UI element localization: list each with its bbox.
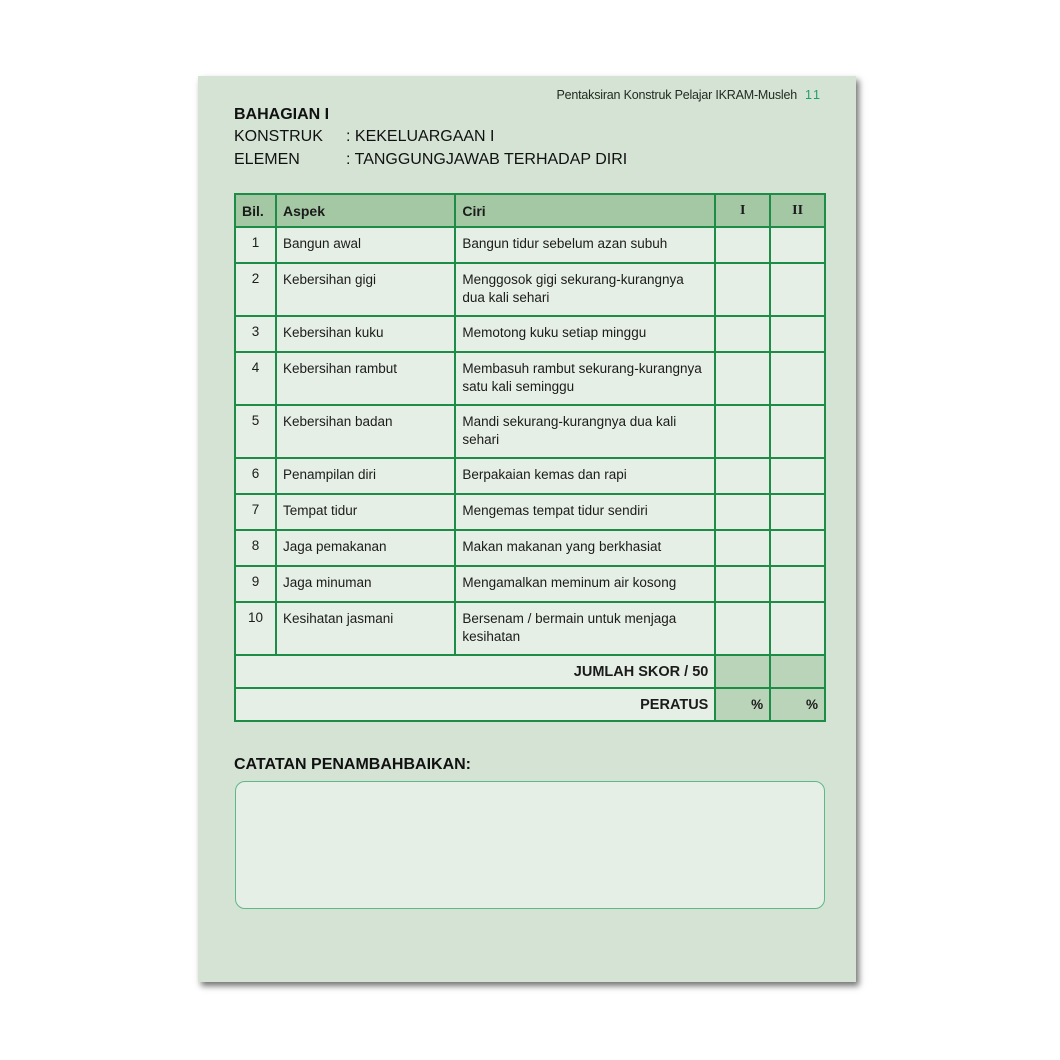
table-row: [235, 566, 825, 602]
score-cell-i[interactable]: [715, 566, 770, 602]
score-cell-ii[interactable]: [770, 530, 825, 566]
score-cell-i[interactable]: [715, 227, 770, 263]
row-trait: Bangun tidur sebelum azan subuh: [455, 227, 715, 263]
percent-label: PERATUS: [235, 688, 715, 721]
score-cell-i[interactable]: [715, 263, 770, 316]
row-trait: Memotong kuku setiap minggu: [455, 316, 715, 352]
table-row: [235, 405, 825, 458]
score-cell-i[interactable]: [715, 494, 770, 530]
row-number: 2: [235, 263, 276, 316]
running-head: [557, 88, 823, 102]
row-trait: Mandi sekurang-kurangnya dua kali sehari: [455, 405, 715, 458]
total-score-row: [235, 655, 825, 688]
section-title: BAHAGIAN I: [234, 106, 330, 123]
row-aspect: Jaga pemakanan: [276, 530, 455, 566]
table-row: [235, 530, 825, 566]
col-header-i: I: [715, 194, 770, 227]
score-cell-ii[interactable]: [770, 316, 825, 352]
score-cell-ii[interactable]: [770, 352, 825, 405]
row-trait: Makan makanan yang berkhasiat: [455, 530, 715, 566]
row-aspect: Kebersihan badan: [276, 405, 455, 458]
table-header-row: [235, 194, 825, 227]
row-trait: Menggosok gigi sekurang-kurangnya dua kali sehari: [455, 263, 715, 316]
construct-label: KONSTRUK: [234, 128, 323, 145]
row-number: 10: [235, 602, 276, 655]
col-header-ii: II: [770, 194, 825, 227]
notes-title: CATATAN PENAMBAHBAIKAN:: [234, 756, 472, 773]
row-number: 9: [235, 566, 276, 602]
score-cell-ii[interactable]: [770, 405, 825, 458]
score-cell-i[interactable]: [715, 530, 770, 566]
row-number: 1: [235, 227, 276, 263]
score-cell-ii[interactable]: [770, 494, 825, 530]
row-aspect: Kesihatan jasmani: [276, 602, 455, 655]
row-number: 8: [235, 530, 276, 566]
total-score-ii[interactable]: [770, 655, 825, 688]
row-number: 4: [235, 352, 276, 405]
row-number: 7: [235, 494, 276, 530]
score-cell-i[interactable]: [715, 458, 770, 494]
score-cell-i[interactable]: [715, 352, 770, 405]
percent-i[interactable]: %: [715, 688, 770, 721]
row-trait: Mengamalkan meminum air kosong: [455, 566, 715, 602]
table-row: [235, 458, 825, 494]
score-cell-i[interactable]: [715, 602, 770, 655]
row-aspect: Tempat tidur: [276, 494, 455, 530]
row-aspect: Jaga minuman: [276, 566, 455, 602]
row-aspect: Kebersihan rambut: [276, 352, 455, 405]
page-number: 11: [805, 88, 822, 102]
element-value: : TANGGUNGJAWAB TERHADAP DIRI: [346, 151, 628, 168]
row-number: 5: [235, 405, 276, 458]
notes-box[interactable]: [235, 781, 825, 909]
table-row: [235, 263, 825, 316]
row-aspect: Kebersihan kuku: [276, 316, 455, 352]
table-row: [235, 316, 825, 352]
row-aspect: Kebersihan gigi: [276, 263, 455, 316]
row-aspect: Penampilan diri: [276, 458, 455, 494]
col-header-bil: Bil.: [235, 194, 276, 227]
score-cell-ii[interactable]: [770, 263, 825, 316]
running-head-title: Pentaksiran Konstruk Pelajar IKRAM-Musleh: [556, 88, 798, 102]
row-aspect: Bangun awal: [276, 227, 455, 263]
row-trait: Bersenam / bermain untuk menjaga kesihatan: [455, 602, 715, 655]
assessment-table: [234, 193, 826, 722]
score-cell-i[interactable]: [715, 405, 770, 458]
construct-value: : KEKELUARGAAN I: [346, 128, 495, 145]
score-cell-i[interactable]: [715, 316, 770, 352]
total-score-i[interactable]: [715, 655, 770, 688]
row-trait: Berpakaian kemas dan rapi: [455, 458, 715, 494]
row-trait: Membasuh rambut sekurang-kurangnya satu kali seminggu: [455, 352, 715, 405]
percent-ii[interactable]: %: [770, 688, 825, 721]
percent-row: [235, 688, 825, 721]
score-cell-ii[interactable]: [770, 566, 825, 602]
table-row: [235, 352, 825, 405]
table-row: [235, 602, 825, 655]
row-trait: Mengemas tempat tidur sendiri: [455, 494, 715, 530]
col-header-aspek: Aspek: [276, 194, 455, 227]
score-cell-ii[interactable]: [770, 227, 825, 263]
table-row: [235, 227, 825, 263]
construct-line: [234, 128, 495, 146]
score-cell-ii[interactable]: [770, 458, 825, 494]
table-row: [235, 494, 825, 530]
total-score-label: JUMLAH SKOR / 50: [235, 655, 715, 688]
row-number: 3: [235, 316, 276, 352]
element-label: ELEMEN: [234, 151, 300, 168]
col-header-ciri: Ciri: [455, 194, 715, 227]
score-cell-ii[interactable]: [770, 602, 825, 655]
element-line: [234, 151, 627, 169]
document-page: [198, 76, 856, 982]
row-number: 6: [235, 458, 276, 494]
